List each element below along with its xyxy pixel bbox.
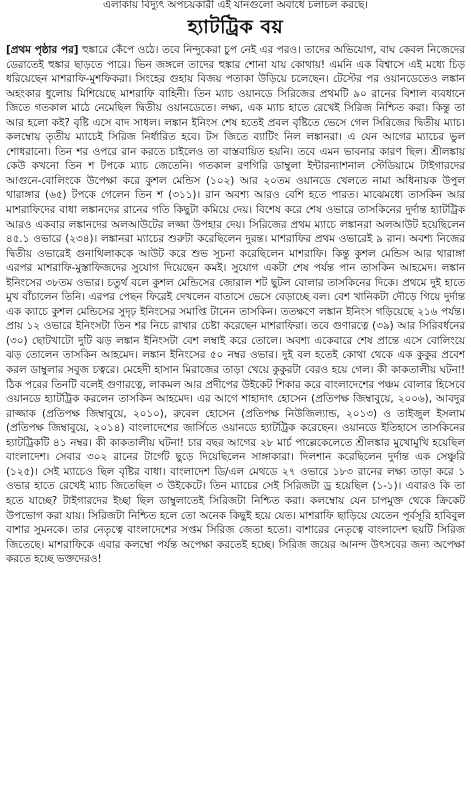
article-headline: হ্যাটট্রিক বয়: [187, 16, 284, 38]
continued-from-front-page: [প্রথম পৃষ্ঠার পর]: [6, 44, 79, 56]
previous-article-tail: এলাকায় বিদ্যুৎ অপচয়কারী এই যানগুলো অবাধে চলাচল করছে।: [102, 0, 369, 11]
article-body-text: হুঙ্কারে কেঁপে ওঠে। তবে নিন্দুকেরা চুপ নেই এর পরও। তাদের অভিযোগ, বাঘ কেবল নিজেদের ডেরাতেই হুঙ্কার ছাড়তে পারে। ভিন জঙ্গলে তাদের হুঙ্কার শোনা যায় কোথায়! এমনি এক বিশ্বাসে এই মধ্যে চিড় ধরিয়েছেন মাশরাফি-মুশফিকরা। সিংহের গুহায় বিজয় পতাকা উড়িয়ে চলেছেন। টেস্টের পর ওয়ানডেতেও লঙ্কান অহংকার ধুলোয় মিশিয়েছে মাশরাফি বাহিনী। তিন ম্যাচ ওয়ানডে সিরিজের প্রথমটি ৯০ রানের বিশাল ব্যবধানে জিতে গতকাল মাঠে নেমেছিল দ্বিতীয় ওয়ানডেতে। লক্ষ্য, এক ম্যাচ হাতে রেখেই সিরিজ নিশ্চিত করা। কিন্তু তা আর হলো কই? বৃষ্টি এসে বাদ সাধল। লঙ্কান ইনিংস শেষ হতেই প্রবল বৃষ্টিতে ভেসে গেল সিরিজের দ্বিতীয় ম্যাচ। কলম্বোয় তৃতীয় ম্যাচেই সিরিজ নির্ধারিত হবে। টস জিতে ব্যাটিং নিল লঙ্কানরা। এ যেন আগের ম্যাচের ভুল শোধরানো। তিন শর ওপরে রান করতে চাইলেও তা বাস্তবায়িত হয়নি। তবে এমন ভাবনার কারণ ছিল। শ্রীলঙ্কায় কেউ কখনো তিন শ টপকে ম্যাচ জেতেনি। গতকাল রণগিরি ডাম্বুলা ইন্টারন্যাশনাল স্টেডিয়ামে টাইগারদের আগুনে-বোলিংকে উপেক্ষা করে কুশল মেন্ডিস (১০২) আর ২০তম ওয়ানডে খেলতে নামা অধিনায়ক উপুল থারাঙ্গার (৬৫) টপকে গেলেন তিন শ (৩১১)। রান অবশ্য আরও বেশি হতে পারত। মাঝেমধ্যে তাসকিন আর মাশরাফিদের বাধা লঙ্কানদের রানের গতি কিছুটা কমিয়ে দেয়। বিশেষ করে শেষ ওভারে তাসকিনের দুর্দান্ত হ্যাটট্রিক আরও একবার লঙ্কানদের অলআউটের লজ্জা উপহার দেয়। সিরিজের প্রথম ম্যাচে লঙ্কানরা অলআউট হয়েছিলেন ৪৫.১ ওভারে (২৩৪)। লঙ্কানরা ম্যাচের শুরুটা করেছিলেন দুরন্ত। মাশরাফির প্রথম ওভারেই ৯ রান। অবশ্য নিজের দ্বিতীয় ওভারেই গুনাথিলাককে আউট করে শুভ সূচনা করেছিলেন মাশরাফি। কিন্তু কুশল মেন্ডিস আর থারাঙ্গা এরপর মাশরাফি-মুস্তাফিজদের সুযোগ দিয়েছেন কমই। সুযোগ একটা শেষ পর্যন্ত পান তাসকিন আহমেদ। লঙ্কান ইনিংসের ৩৮তম ওভার। চতুর্থ বলে কুশল মেন্ডিসের জোরাল শট ছুটল বোলার তাসকিনের দিকে। প্রথমে দুই হাতে মুখ বাঁচালেন তিনি। এরপর পেছন ফিরেই দেখলেন বাতাসে ভেসে বেড়াচ্ছে বল। বেশ খানিকটা দৌড়ে গিয়ে দুর্দান্ত এক ক্যাচে কুশল মেন্ডিসের সুদৃঢ় ইনিংসের সমাপ্তি টানেন তাসকিন। ততক্ষণে লঙ্কান ইনিংস গড়িয়েছে ২১৬ পর্যন্ত। প্রায় ১২ ওভারে ইনিংসটা তিন শর নিচে রাখার চেষ্টা করেছেন মাশরাফিরা। তবে গুণারত্নে (৩৯) আর সিরিবর্ধনের (৩০) ছোটখাটো দুটি ঝড় লঙ্কান ইনিংসটা বেশ লম্বাই করে তোলে। অবশ্য একেবারে শেষ প্রান্তে এসে বোলিংয়ে ঝড় তোলেন তাসকিন আহমেদ। লঙ্কান ইনিংসের ৫০ নম্বর ওভার। দুই বল হতেই কোথা থেকে এক কুকুর প্রবেশ করল ডাম্বুলার সবুজ চত্বরে। মেহেদী হাসান মিরাজের তাড়া খেয়ে কুকুরটা বেরও হয়ে গেল। কী কাকতালীয় ঘটনা! ঠিক পরের তিনটি বলেই গুণারত্নে, লাকমল আর প্রদীপের উইকেট শিকার করে বাংলাদেশের পঞ্চম বোলার হিসেবে ওয়ানডে হ্যাটট্রিক করলেন তাসকিন আহমেদ। এর আগে শাহাদাৎ হোসেন (প্রতিপক্ষ জিম্বাবুয়ে, ২০০৬), আবদুর রাজ্জাক (প্রতিপক্ষ জিম্বাবুয়ে, ২০১০), রুবেল হোসেন (প্রতিপক্ষ নিউজিল্যান্ড, ২০১৩) ও তাইজুল ইসলাম (প্রতিপক্ষ জিম্বাবুয়ে, ২০১৪) বাংলাদেশের জার্সিতে ওয়ানডে হ্যাটট্রিক করেছেন। ওয়ানডে ইতিহাসে তাসকিনের হ্যাটট্রিকটি ৪১ নম্বর। কী কাকতালীয় ঘটনা! চার বছর আগের ২৮ মার্চ পাল্লেকেলেতে শ্রীলঙ্কার মুখোমুখি হয়েছিল বাংলাদেশ। সেবার ৩০২ রানের টার্গেট ছুড়ে দিয়েছিলেন সাঙ্গাকারা। দিলশান করেছিলেন দুর্দান্ত এক সেঞ্চুরি (১২৫)। সেই ম্যাচেও ছিল বৃষ্টির বাধা। বাংলাদেশ ডি/এল মেথডে ২৭ ওভারে ১৮৩ রানের লক্ষ্য তাড়া করে ১ ওভার হাতে রেখেই ম্যাচ জিতেছিল ৩ উইকেটে। তিন ম্যাচের সেই সিরিজটা ড্র হয়েছিল (১-১)। এবারও কি তা হতে যাচ্ছে? টাইগারদের ইচ্ছা ছিল ডাম্বুলাতেই সিরিজটা নিশ্চিত করা। কলম্বোয় যেন চাপমুক্ত থেকে ক্রিকেট উপভোগ করা যায়। সিরিজটা নিশ্চিত হলে তো অনেক কিছুই হয়ে যেত। মাশরাফি ছাড়িয়ে যেতেন পূর্বসূরি হাবিবুল বাশার সুমনকে। তার নেতৃত্বে বাংলাদেশের সপ্তম সিরিজ জেতা হতো। বাশারের নেতৃত্বে বাংলাদেশ ছয়টি সিরিজ জিতেছে। মাশরাফিকে এবার কলম্বো পর্যন্ত অপেক্ষা করতেই হচ্ছে। সিরিজ জয়ের আনন্দ উৎসবের জন্য অপেক্ষা করতে হচ্ছে ভক্তদেরও!: [6, 44, 465, 566]
article-body: [6, 43, 465, 567]
